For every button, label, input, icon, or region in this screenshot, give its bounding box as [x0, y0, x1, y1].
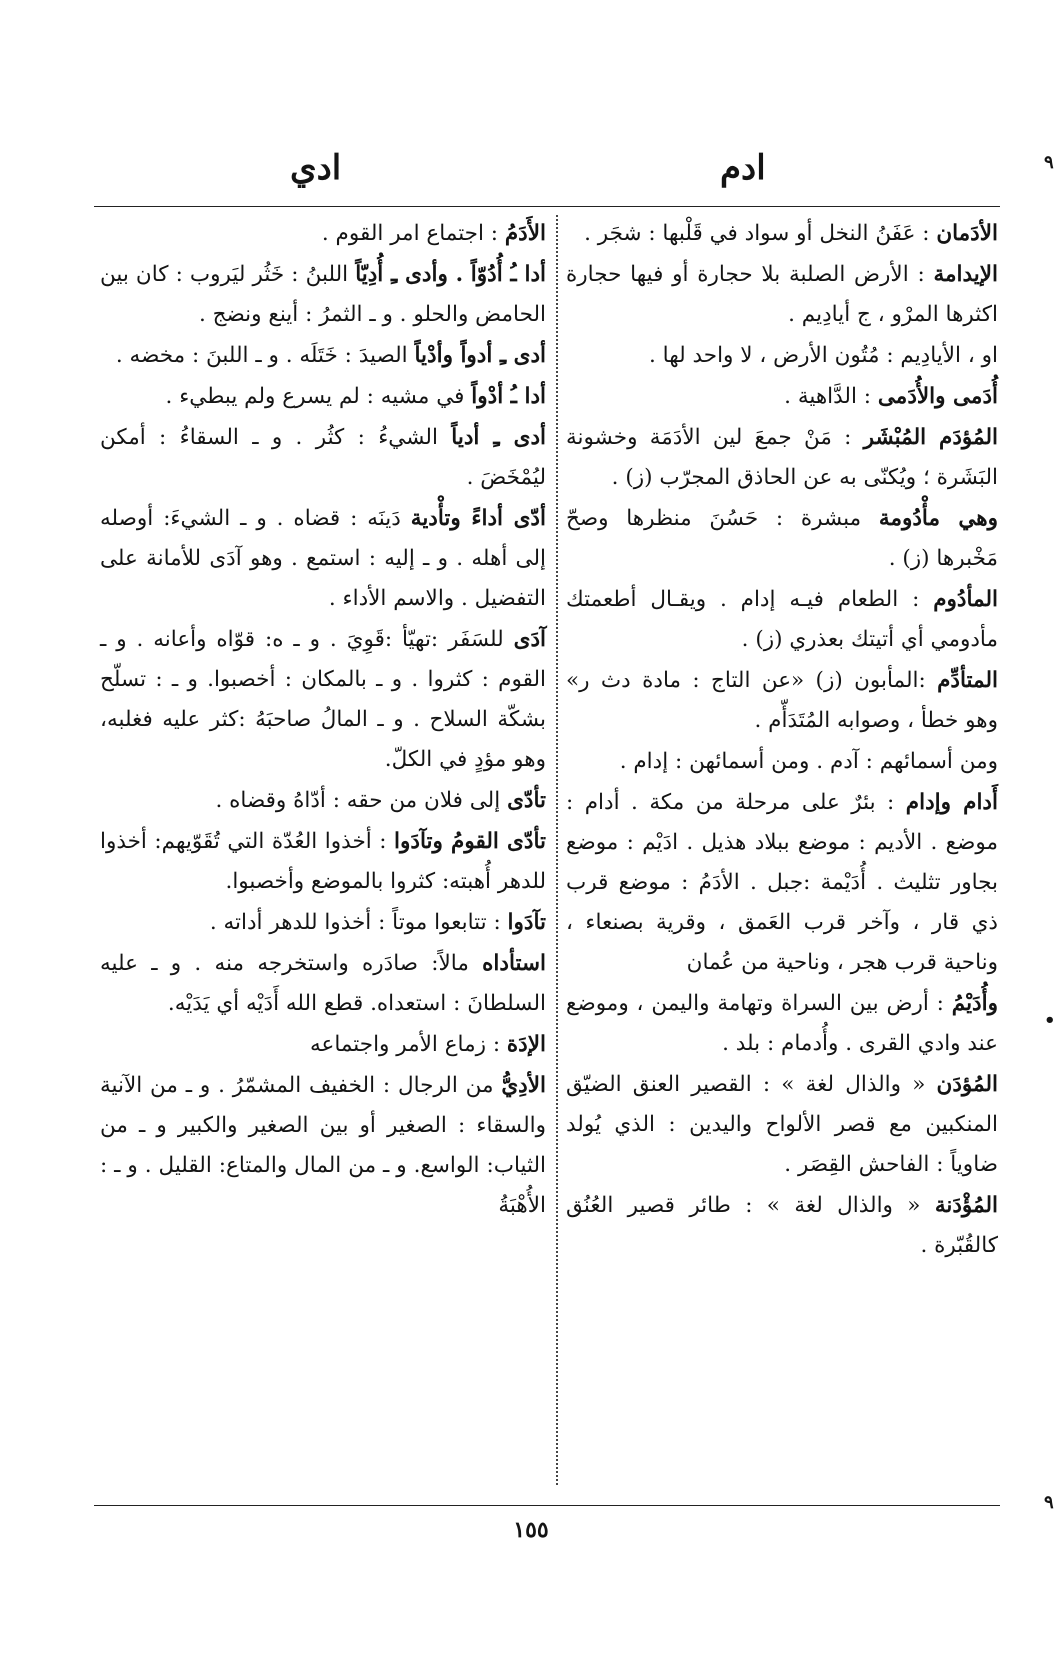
margin-mark-bottom: ٩ — [1044, 1492, 1054, 1513]
entry-definition: :المأبون (ز) «عن التاج : مادة دث ر» وهو خطأ ، وصوابه المُتَدَأّم . — [566, 668, 998, 733]
entry-headword: أدى ـِ أدواً وأدْياً — [414, 343, 546, 368]
dictionary-entry — [100, 620, 546, 780]
dictionary-entry — [566, 1186, 998, 1266]
footer-rule — [94, 1505, 1000, 1506]
entry-headword: الأدِيُّ — [501, 1073, 546, 1098]
dictionary-entry — [100, 214, 546, 254]
dictionary-entry — [566, 418, 998, 498]
dictionary-entry — [100, 781, 546, 821]
entry-definition: مالاً: صادَره واستخرجه منه . و ـ عليه السلطانَ : استعداه. قطع الله أَدَيْه أي يَدَيْه. — [100, 951, 546, 1016]
entry-headword: المأدُوم — [933, 587, 998, 612]
entry-headword: أَدام وإدام — [905, 790, 998, 815]
dictionary-entry — [566, 1065, 998, 1185]
column-divider — [556, 215, 558, 1485]
entry-definition: ومن أسمائهم : آدم . ومن أسمائهن : إدام . — [619, 749, 998, 774]
entry-definition: « والذال لغة » : القصير العنق الضيّق المنكبين مع قصر الألواح واليدين : الذي يُولد ضاوياً : الفاحش القِصَر . — [566, 1072, 998, 1177]
entry-headword: أدا ـُ أُدُوّاً . وأدى ـِ أُدِيّاً — [355, 262, 546, 287]
dictionary-entry — [566, 255, 998, 335]
dictionary-entry — [100, 1025, 546, 1065]
entry-headword: المُؤدَن — [936, 1072, 998, 1097]
margin-mark-middle: • — [1044, 1010, 1056, 1031]
entry-headword: الإيدامة — [933, 262, 998, 287]
dictionary-entry — [100, 255, 546, 335]
dictionary-entry — [100, 1066, 546, 1226]
page-number: ١٥٥ — [513, 1517, 549, 1543]
dictionary-entry — [100, 499, 546, 619]
dictionary-entry — [566, 742, 998, 782]
entry-definition: : أخذوا العُدّة التي تُقَوّيهم: أخذوا للدهر أُهبته: كثروا بالموضع وأخصبوا. — [100, 829, 546, 894]
dictionary-entry — [100, 903, 546, 943]
header-rule — [94, 206, 1000, 207]
dictionary-entry — [100, 822, 546, 902]
entry-definition: : أرض بين السراة وتهامة واليمن ، وموضع عند وادي القرى . وأُدمام : بلد . — [566, 991, 998, 1056]
entry-headword: أدى ـِ أدياً — [451, 425, 546, 450]
dictionary-entry — [566, 336, 998, 376]
entry-definition: من الرجال : الخفيف المشمّرُ . و ـ من الآنية والسقاء : الصغير أو بين الصغير والكبير و ـ من الثياب: الواسع. و ـ من المال والمتاع: القليل . و ـ : الأُهْبَةُ — [100, 1073, 546, 1218]
entry-headword: الأدَمان — [936, 221, 998, 246]
entry-headword: أدا ـُ أدْواً — [471, 384, 546, 409]
entry-definition: دَينَه : قضاه . و ـ الشيءَ: أوصله إلى أهله . و ـ إليه : استمع . وهو آدَى للأمانة على التفضيل . والاسم الأداء . — [100, 506, 546, 611]
right-column — [566, 214, 998, 1267]
entry-headword: المتأدِّم — [937, 668, 998, 693]
entry-definition: : الدَّاهية . — [784, 384, 872, 409]
dictionary-entry — [100, 377, 546, 417]
entry-definition: إلى فلان من حقه : أدّاهُ وقضاه . — [215, 788, 501, 813]
entry-headword: استأداه — [482, 951, 546, 976]
entry-headword: المُؤْدَنة — [934, 1193, 998, 1218]
entry-headword: وأُدَيْمُ — [951, 991, 998, 1016]
dictionary-entry — [566, 214, 998, 254]
dictionary-entry — [566, 984, 998, 1064]
dictionary-entry — [566, 580, 998, 660]
entry-headword: أدّى أداءً وتأْدية — [410, 506, 546, 531]
entry-headword: تأدّى القومُ وتآدَوا — [394, 829, 546, 854]
entry-definition: : اجتماع امر القوم . — [321, 221, 499, 246]
running-header-left: ادي — [290, 148, 342, 188]
dictionary-entry — [100, 418, 546, 498]
dictionary-entry — [100, 944, 546, 1024]
entry-definition: للسَفَر :تهيّأ :قَوِيَ . و ـ ه: قوّاه وأعانه . و ـ القوم : كثروا . و ـ بالمكان : أخصبوا. و ـ : تسلّح بشكّة السلاح . و ـ المالُ صاحبَهُ :كثر عليه فغلبه، وهو مؤدٍ في الكلّ. — [100, 627, 546, 772]
entry-definition: الصيدَ : خَتَلَه . و ـ اللبنَ : مخضه . — [115, 343, 408, 368]
entry-headword: آدَى — [513, 627, 546, 652]
entry-definition: الشيءُ : كثُر . و ـ السقاءُ : أمكن ليُمْخَضَ . — [100, 425, 546, 490]
entry-definition: مبشرة : حَسُنَ منظرها وصحّ مَخْبرها (ز) . — [566, 506, 998, 571]
entry-headword: تآدَوا — [507, 910, 546, 935]
left-column — [100, 214, 546, 1227]
entry-headword: تأدّى — [507, 788, 546, 813]
entry-definition: او ، الأيادِيم : مُتُون الأرض ، لا واحد لها . — [648, 343, 998, 368]
entry-headword: الإدَة — [506, 1032, 546, 1057]
entry-headword: أُدَمى والأُدَمى — [877, 384, 998, 409]
entry-definition: اللبنُ : خَثُر ليَروب : كان بين الحامض والحلو . و ـ الثمرُ : أينع ونضج . — [100, 262, 546, 327]
entry-definition: : مَنْ جمعَ لين الأدَمَة وخشونة البَشَرة ؛ ويُكنّى به عن الحاذق المجرّب (ز) . — [566, 425, 998, 490]
entry-headword: وهي مأْدُومة — [878, 506, 999, 531]
running-header-right: ادم — [720, 148, 766, 188]
entry-definition: : عَفَنُ النخل أو سواد في قَلْبها : شجَر . — [584, 221, 930, 246]
entry-definition: : بئرٌ على مرحلة من مكة . أدام : موضع . الأديم : موضع ببلاد هذيل . ادَيْم : موضع بجاور تثليث . أُدَيْمة :جبل . الأدَمُ : موضع قرب ذي قار ، وآخر قرب العَمق ، وقرية بصنعاء ، وناحية قرب هجر ، وناحية من عُمان — [566, 790, 998, 975]
dictionary-entry — [100, 336, 546, 376]
margin-mark-top: ٩ — [1044, 152, 1054, 173]
entry-definition: : زماع الأمر واجتماعه — [309, 1032, 501, 1057]
entry-headword: الأَدَمُ — [504, 221, 546, 246]
entry-definition: : الطعام فيـه إدام . ويقـال أطعمتك مأدومي أي أتيتك بعذري (ز) . — [566, 587, 998, 652]
entry-definition: في مشيه : لم يسرع ولم يبطيء . — [165, 384, 465, 409]
dictionary-entry — [566, 499, 998, 579]
entry-definition: : تتابعوا موتاً : أخذوا للدهر أداته . — [209, 910, 501, 935]
dictionary-entry — [566, 783, 998, 983]
dictionary-entry — [566, 377, 998, 417]
dictionary-entry — [566, 661, 998, 741]
entry-definition: : الأرض الصلبة بلا حجارة أو فيها حجارة اكثرها المرْو ، ج أيادِيم . — [566, 262, 998, 327]
entry-definition: « والذال لغة » : طائر قصير العُنُق كالقُبّرة . — [566, 1193, 998, 1258]
entry-headword: المُؤدَم المُبْشَر — [863, 425, 998, 450]
